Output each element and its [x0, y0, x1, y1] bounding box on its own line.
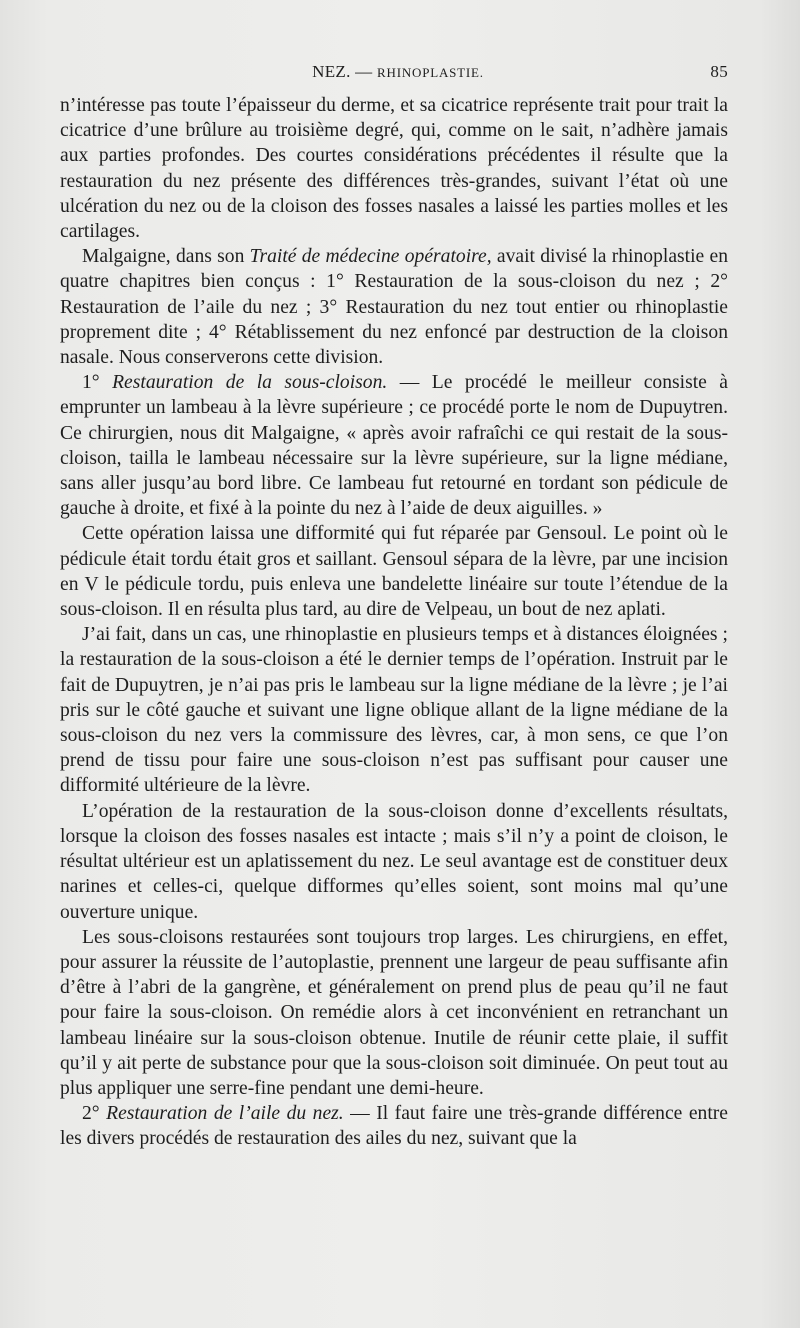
running-header — [60, 62, 736, 86]
paragraph — [60, 799, 728, 925]
paragraph-text: Les sous-cloisons restaurées sont toujours trop larges. Les chirurgiens, en effet, pour assurer la réussite de l’autoplastie, prennent une largeur de peau suffisante afin d’être à l’abri de la gangrène, et généralement on prend plus de peau qu’il ne faut pour faire la sous-cloison. On remédie alors à cet inconvénient en retranchant un lambeau linéaire sur la sous-cloison obtenue. Inutile de réunir cette plaie, il suffit qu’il y ait perte de substance pour que la sous-cloison soit diminuée. On peut tout au plus appliquer une serre-fine pendant une demi-heure. — [60, 926, 728, 1099]
italic-text: Restauration de la sous-cloison. — [112, 372, 388, 394]
paragraph-text: 2° — [82, 1103, 107, 1125]
paragraph — [60, 622, 728, 798]
paragraph-text: Malgaigne, dans son — [82, 246, 250, 268]
body-text — [60, 93, 728, 1152]
paragraph-text: avait divisé la rhinoplastie en quatre chapitres bien conçus : 1° Restauration de la sous-cloison du nez ; 2° Restauration de l’aile du nez ; 3° Restauration du nez tout entier ou rhinoplastie proprement dite ; 4° Rétablissement du nez enfoncé par destruction de la cloison nasale. Nous conserverons cette division. — [60, 246, 729, 369]
paragraph — [60, 93, 728, 244]
running-title — [60, 62, 736, 82]
italic-text: Restauration de l’aile du nez. — [106, 1103, 344, 1125]
italic-text: Traité de médecine opératoire, — [249, 246, 492, 268]
paragraph-text: J’ai fait, dans un cas, une rhinoplastie en plusieurs temps et à distances éloignées ; la restauration de la sous-cloison a été le dernier temps de l’opération. Instruit par le fait de Dupuytren, je n’ai pas pris le lambeau sur la ligne médiane de la lèvre ; je l’ai pris sur le côté gauche et suivant une ligne oblique allant de la ligne médiane de la sous-cloison du nez vers la commissure des lèvres, car, à mon sens, ce que l’on prend de tissu pour faire une sous-cloison n’est pas suffisant pour causer une difformité ultérieure de la lèvre. — [60, 624, 728, 797]
paragraph — [60, 925, 728, 1101]
paragraph — [60, 370, 728, 521]
paragraph-text: — Il faut faire une très-grande différence entre les divers procédés de restauration des ailes du nez, suivant que la — [60, 1103, 729, 1150]
paragraph-text: Cette opération laissa une difformité qui fut réparée par Gensoul. Le point où le pédicule était tordu était gros et saillant. Gensoul sépara de la lèvre, par une incision en V le pédicule tordu, puis enleva une bandelette linéaire sur toute l’étendue de la sous-cloison. Il en résulta plus tard, au dire de Velpeau, un bout de nez aplati. — [60, 523, 728, 621]
paragraph — [60, 244, 728, 370]
paragraph-text: 1° — [82, 372, 113, 394]
paragraph-text: n’intéresse pas toute l’épaisseur du derme, et sa cicatrice représente trait pour trait la cicatrice d’une brûlure au troisième degré, qui, comme on le sait, n’adhère jamais aux parties profondes. Des courtes considérations précédentes il résulte que la restauration du nez présente des différences très-grandes, suivant l’état où une ulcération du nez ou de la cloison des fosses nasales a laissé les parties molles et les cartilages. — [60, 95, 728, 243]
running-title-sub: RHINOPLASTIE. — [377, 65, 484, 80]
paragraph-text: L’opération de la restauration de la sous-cloison donne d’excellents résultats, lorsque la cloison des fosses nasales est intacte ; mais s’il n’y a point de cloison, le résultat ultérieur est un aplatissement du nez. Le seul avantage est de constituer deux narines et celles-ci, quelque difformes qu’elles soient, sont moins mal qu’une ouverture unique. — [60, 800, 728, 923]
running-title-main: NEZ. — — [312, 62, 378, 81]
paragraph — [60, 521, 728, 622]
page-number: 85 — [710, 62, 728, 81]
paragraph — [60, 1101, 728, 1151]
paragraph-text: — Le procédé le meilleur consiste à emprunter un lambeau à la lèvre supérieure ; ce procédé porte le nom de Dupuytren. Ce chirurgien, nous dit Malgaigne, « après avoir rafraîchi ce qui restait de la sous-cloison, tailla le lambeau nécessaire sur la lèvre supérieure, sur la ligne médiane, sans aller jusqu’au bord libre. Ce lambeau fut retourné en tordant son pédicule de gauche à droite, et fixé à la pointe du nez à l’aide de deux aiguilles. » — [60, 372, 728, 520]
